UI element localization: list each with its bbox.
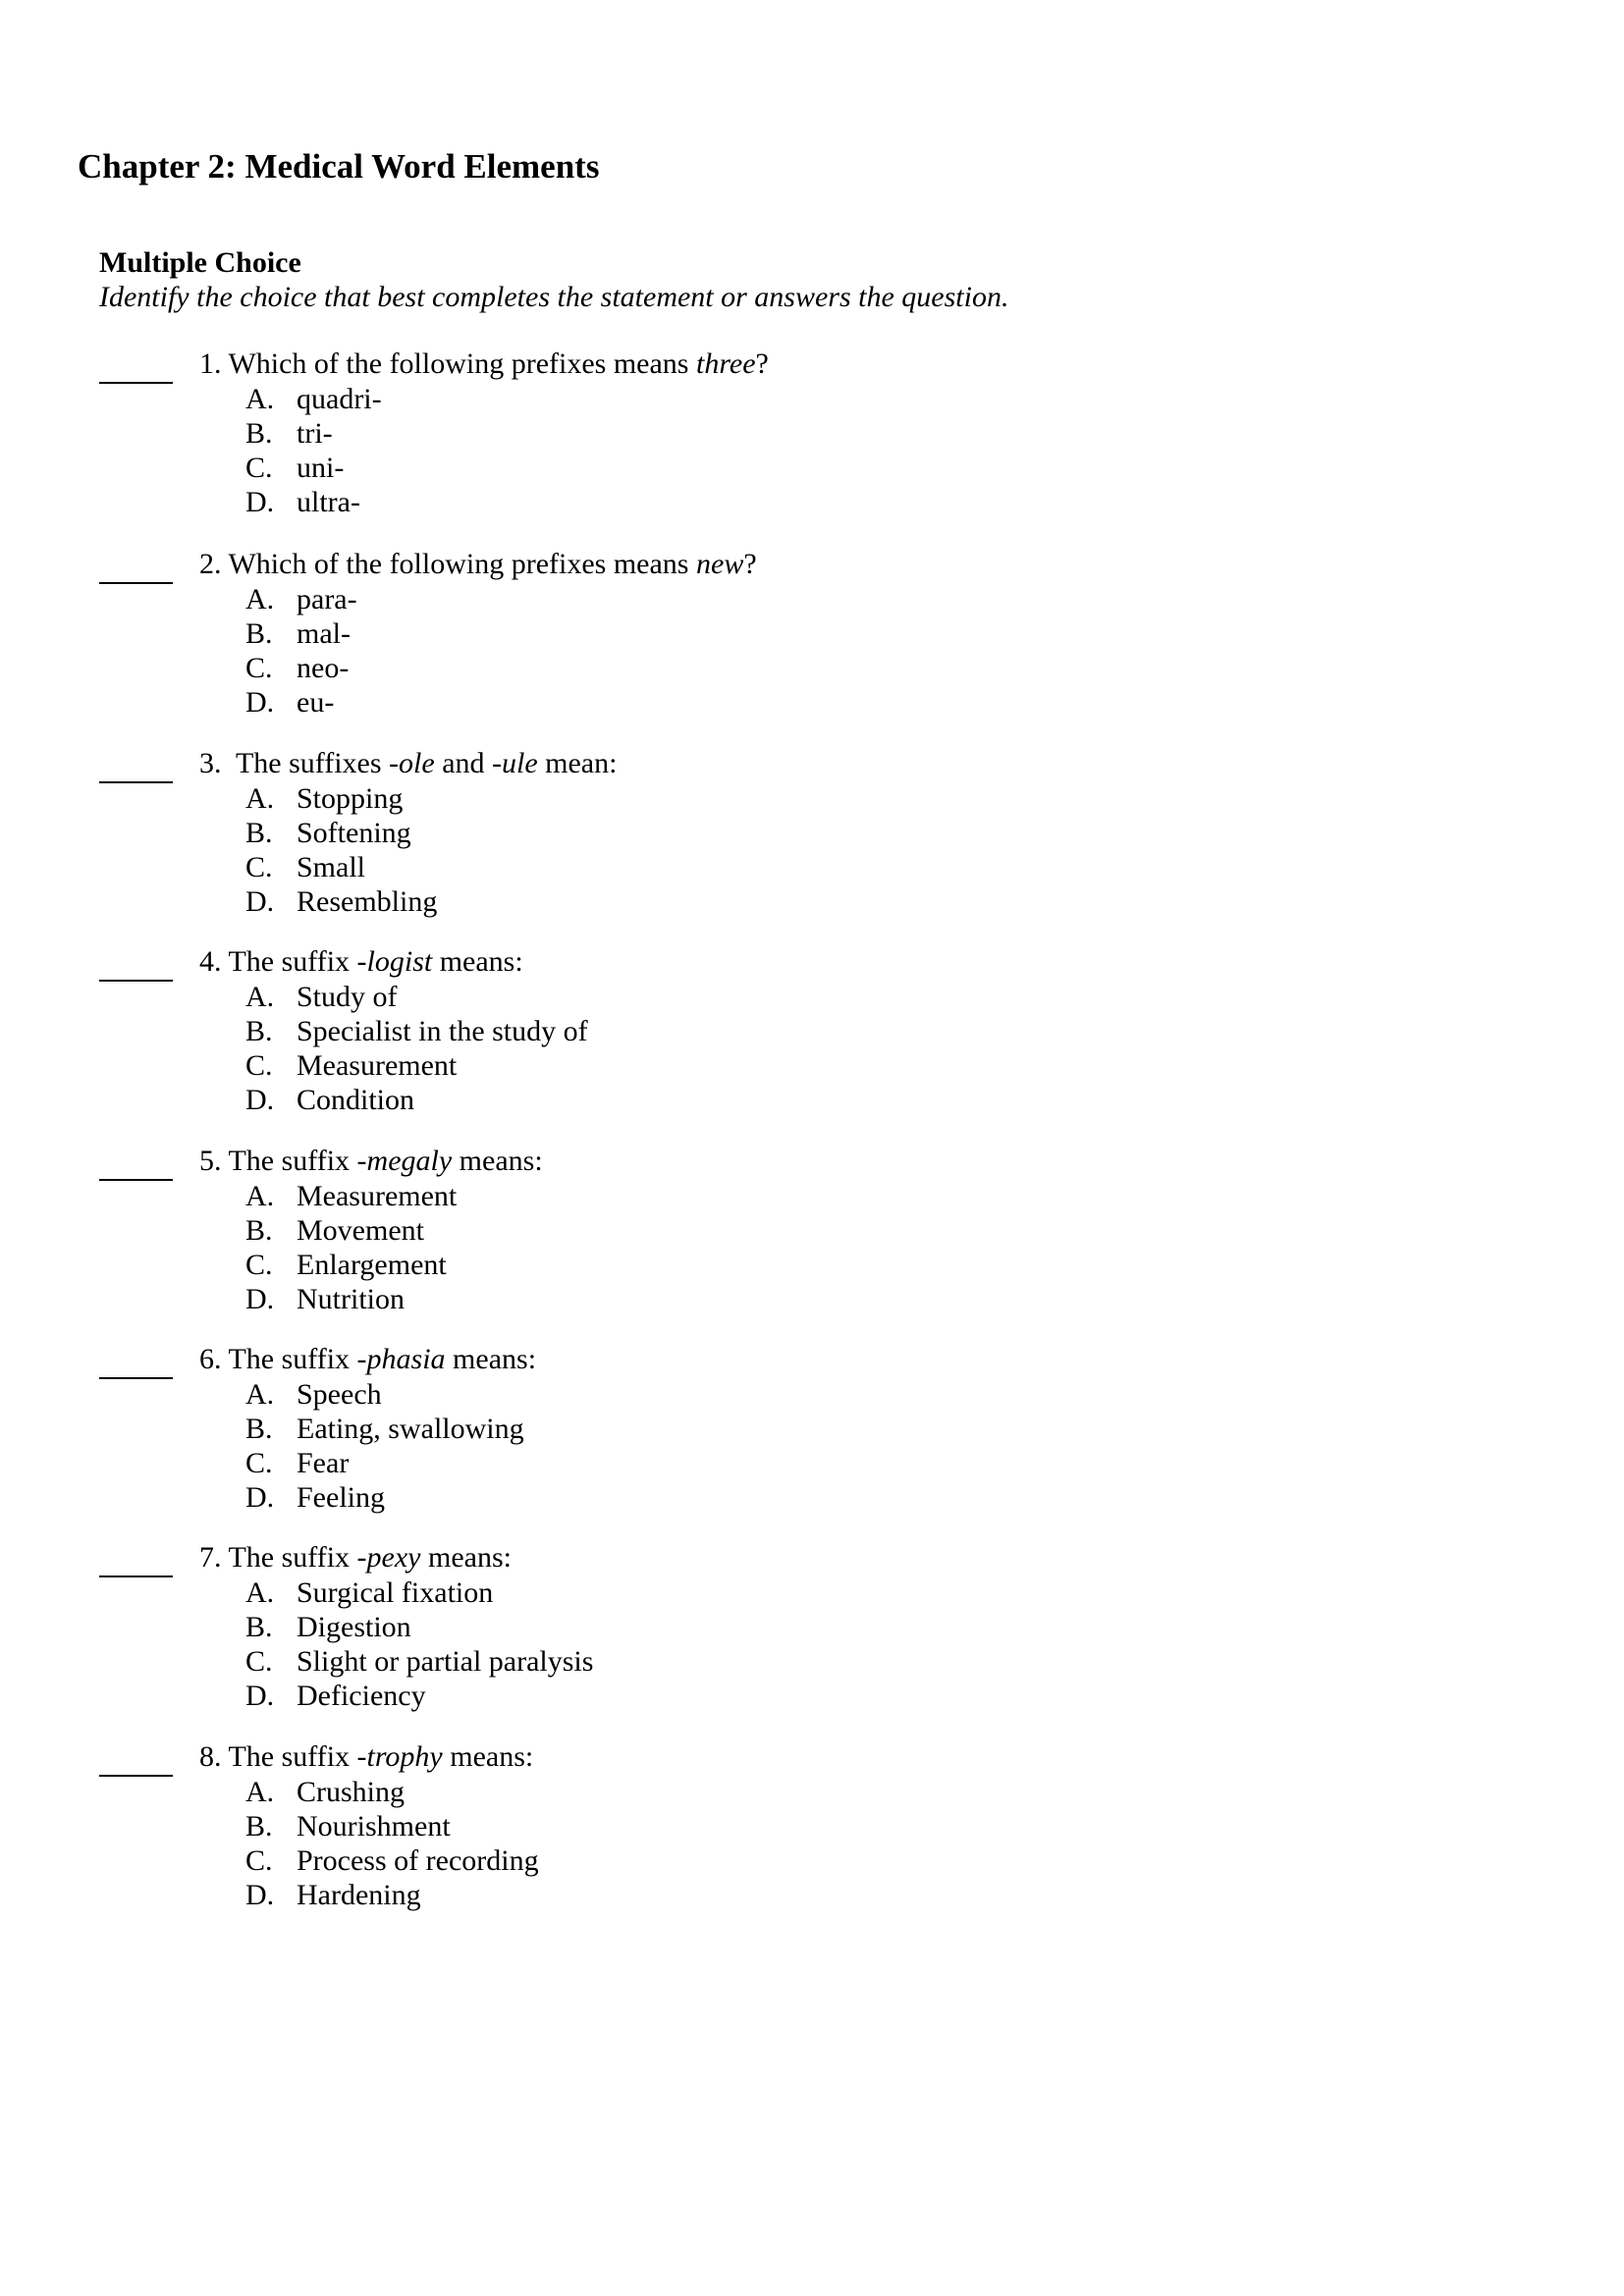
choice-text: Feeling [297,1481,385,1514]
stem-term: -ule [492,747,538,779]
choice-letter: B. [245,1810,273,1842]
choice-b[interactable] [245,616,351,652]
stem-text: The suffix [221,1145,357,1177]
answer-blank[interactable] [99,754,173,783]
choice-letter: D. [245,1283,275,1315]
choice-letter: D. [245,1084,275,1116]
choice-letter: C. [245,1844,273,1877]
answer-blank[interactable] [99,952,173,982]
choice-text: Hardening [297,1879,421,1911]
question-stem [199,1739,533,1775]
choice-c[interactable] [245,651,349,686]
choice-d[interactable] [245,1878,421,1913]
stem-text: Which of the following prefixes means [221,548,696,580]
choice-text: Stopping [297,782,404,815]
choice-c[interactable] [245,1248,447,1283]
choice-letter: A. [245,1378,275,1411]
choice-letter: A. [245,1180,275,1212]
choice-letter: B. [245,1015,273,1047]
choice-text: Nourishment [297,1810,451,1842]
choice-text: Fear [297,1447,350,1479]
stem-term: -megaly [356,1145,453,1177]
choice-c[interactable] [245,1048,457,1084]
choice-letter: A. [245,981,275,1013]
choice-letter: B. [245,817,273,849]
choice-letter: A. [245,782,275,815]
choice-letter: A. [245,583,275,615]
choice-text: ultra- [297,486,360,518]
question-2 [0,547,1624,719]
choice-text: para- [297,583,357,615]
choice-c[interactable] [245,1446,349,1481]
choice-letter: C. [245,1249,273,1281]
choice-letter: B. [245,417,273,450]
stem-text: means: [432,945,523,978]
choice-text: quadri- [297,383,382,415]
choice-c[interactable] [245,1843,539,1879]
choice-letter: A. [245,1576,275,1609]
choice-text: Digestion [297,1611,411,1643]
choice-letter: A. [245,383,275,415]
choice-text: Small [297,851,366,883]
section-instructions: Identify the choice that best completes the statement or answers the question. [99,281,1009,313]
choice-d[interactable] [245,884,437,920]
choice-b[interactable] [245,416,333,452]
choice-text: Measurement [297,1049,458,1082]
question-7 [0,1540,1624,1712]
stem-term: -logist [356,945,433,978]
choice-d[interactable] [245,1679,426,1714]
stem-text: Which of the following prefixes means [221,347,696,380]
stem-text: ? [743,548,757,580]
choice-a[interactable] [245,1377,382,1413]
choice-letter: B. [245,1611,273,1643]
question-5 [0,1144,1624,1315]
answer-blank[interactable] [99,354,173,384]
question-4 [0,944,1624,1116]
choice-letter: D. [245,1680,275,1712]
answer-blank[interactable] [99,1747,173,1777]
choice-a[interactable] [245,382,382,417]
choice-b[interactable] [245,1213,424,1249]
answer-blank[interactable] [99,555,173,584]
choice-d[interactable] [245,1480,385,1516]
choice-text: eu- [297,686,335,719]
choice-text: Enlargement [297,1249,447,1281]
choice-letter: C. [245,1447,273,1479]
stem-term: -phasia [356,1343,446,1375]
choice-d[interactable] [245,1282,405,1317]
choice-b[interactable] [245,1809,451,1844]
choice-a[interactable] [245,980,398,1015]
choice-text: Deficiency [297,1680,426,1712]
question-8 [0,1739,1624,1911]
stem-term: -ole [389,747,435,779]
choice-letter: B. [245,1413,273,1445]
stem-text: means: [452,1145,543,1177]
stem-text: The suffix [221,1740,357,1773]
question-stem [199,1540,512,1575]
section-heading: Multiple Choice [99,246,301,279]
choice-text: Eating, swallowing [297,1413,524,1445]
choice-a[interactable] [245,1775,405,1810]
answer-blank[interactable] [99,1151,173,1181]
choice-text: Slight or partial paralysis [297,1645,594,1678]
answer-blank[interactable] [99,1548,173,1577]
question-number: 1. [199,347,222,380]
choice-text: uni- [297,452,345,484]
question-number: 7. [199,1541,222,1574]
stem-text: means: [445,1343,537,1375]
stem-text: The suffixes [221,747,390,779]
choice-letter: D. [245,486,275,518]
question-stem [199,347,769,382]
choice-a[interactable] [245,582,357,617]
choice-letter: C. [245,452,273,484]
question-3 [0,746,1624,918]
choice-letter: C. [245,1049,273,1082]
stem-text: and [434,747,493,779]
choice-d[interactable] [245,1083,414,1118]
stem-text: The suffix [221,1541,357,1574]
page-title: Chapter 2: Medical Word Elements [78,147,600,186]
choice-text: Nutrition [297,1283,405,1315]
choice-b[interactable] [245,1412,524,1447]
choice-letter: A. [245,1776,275,1808]
question-number: 8. [199,1740,222,1773]
choice-text: mal- [297,617,351,650]
stem-term: three [696,347,756,380]
choice-d[interactable] [245,685,334,721]
question-stem [199,746,617,781]
question-number: 3. [199,747,222,779]
choice-text: Surgical fixation [297,1576,494,1609]
question-stem [199,547,757,582]
choice-letter: D. [245,686,275,719]
choice-c[interactable] [245,1644,593,1680]
stem-term: new [696,548,744,580]
choice-text: tri- [297,417,333,450]
question-stem [199,1342,536,1377]
question-stem [199,1144,543,1179]
choice-text: Condition [297,1084,415,1116]
stem-text: The suffix [221,945,357,978]
question-number: 2. [199,548,222,580]
question-number: 5. [199,1145,222,1177]
stem-text: mean: [537,747,618,779]
choice-letter: B. [245,1214,273,1247]
choice-text: Softening [297,817,411,849]
stem-text: ? [755,347,769,380]
choice-letter: C. [245,652,273,684]
stem-text: means: [420,1541,512,1574]
question-6 [0,1342,1624,1514]
choice-letter: B. [245,617,273,650]
question-stem [199,944,523,980]
choice-letter: C. [245,1645,273,1678]
choice-text: Study of [297,981,398,1013]
choice-text: Movement [297,1214,424,1247]
choice-text: Process of recording [297,1844,539,1877]
choice-a[interactable] [245,781,403,817]
choice-text: Speech [297,1378,382,1411]
choice-c[interactable] [245,451,344,486]
choice-text: neo- [297,652,350,684]
stem-text: The suffix [221,1343,357,1375]
question-1 [0,347,1624,518]
stem-text: means: [442,1740,534,1773]
choice-letter: C. [245,851,273,883]
choice-b[interactable] [245,816,411,851]
question-number: 6. [199,1343,222,1375]
choice-text: Measurement [297,1180,458,1212]
choice-b[interactable] [245,1014,588,1049]
choice-letter: D. [245,885,275,918]
choice-d[interactable] [245,485,360,520]
question-number: 4. [199,945,222,978]
choice-a[interactable] [245,1179,457,1214]
stem-term: -pexy [356,1541,421,1574]
choice-text: Crushing [297,1776,406,1808]
answer-blank[interactable] [99,1350,173,1379]
choice-letter: D. [245,1481,275,1514]
choice-b[interactable] [245,1610,411,1645]
choice-text: Resembling [297,885,438,918]
choice-letter: D. [245,1879,275,1911]
choice-text: Specialist in the study of [297,1015,588,1047]
choice-c[interactable] [245,850,365,885]
choice-a[interactable] [245,1575,493,1611]
stem-term: -trophy [356,1740,443,1773]
